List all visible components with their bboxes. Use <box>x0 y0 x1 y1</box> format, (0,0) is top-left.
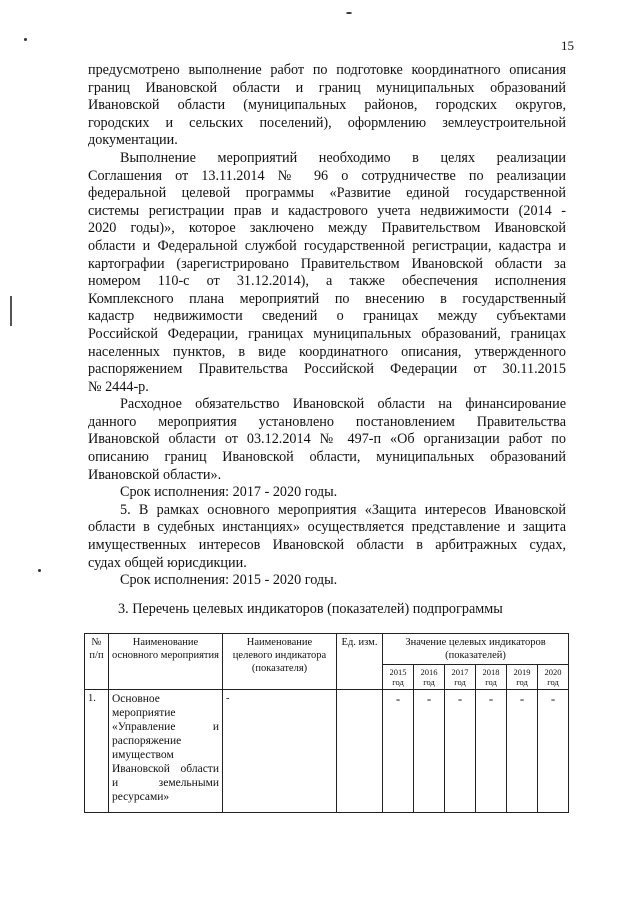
cell-value: - <box>414 690 445 813</box>
cell-indicator: - <box>223 690 337 813</box>
header-year: 2017 год <box>445 665 476 690</box>
text-line: 2020 годы)», которое заключено между Правительством Ивановской <box>88 220 566 237</box>
paragraph-5 <box>88 502 566 572</box>
text-line: данного мероприятия установлено постановлением Правительства <box>88 413 566 430</box>
table-row <box>85 690 569 813</box>
text-line: области в судебных инстанциях» осуществляется представление и защита <box>88 519 566 536</box>
text-line: городских и сельских поселений), оформлению землеустроительной <box>88 114 566 131</box>
cell-unit <box>337 690 383 813</box>
text-line: № 2444-р. <box>88 378 149 395</box>
text-line: документации. <box>88 132 178 149</box>
cell-value: - <box>445 690 476 813</box>
paragraph-1 <box>88 62 566 150</box>
text-line: имущественных интересов Ивановской области в арбитражных судах, <box>88 537 566 554</box>
header-measure: Наименование основного мероприятия <box>109 634 223 690</box>
paragraph-4 <box>88 484 566 502</box>
paragraph-2 <box>88 150 566 396</box>
body-text <box>88 62 566 590</box>
text-line: предусмотрено выполнение работ по подготовке координатного описания <box>88 62 566 78</box>
cell-value: - <box>476 690 507 813</box>
page-number: 15 <box>561 38 574 53</box>
text-line: Российской Федерации, границах муниципальных образований, границах <box>88 325 566 342</box>
text-line: Срок исполнения: 2015 - 2020 годы. <box>120 572 338 589</box>
text-line: Ивановской области». <box>88 466 222 483</box>
text-line: населенных пунктов, в виде координатного описания, утвержденного <box>88 343 566 360</box>
text-line: Соглашения от 13.11.2014 № 96 о сотрудничестве по реализации <box>88 167 566 184</box>
text-line: картографии (зарегистрировано Правительством Ивановской области за <box>88 255 566 272</box>
header-year: 2018 год <box>476 665 507 690</box>
header-year: 2020 год <box>538 665 569 690</box>
text-line: Выполнение мероприятий необходимо в целях реализации <box>120 149 566 166</box>
header-year: 2016 год <box>414 665 445 690</box>
cell-num: 1. <box>85 690 109 813</box>
header-unit: Ед. изм. <box>337 634 383 690</box>
text-line: Комплексного плана мероприятий по внесению в государственный <box>88 290 566 307</box>
text-line: номером 110-с от 31.12.2014), а также обеспечения исполнения <box>88 273 566 290</box>
section-title: 3. Перечень целевых индикаторов (показателей) подпрограммы <box>118 601 503 617</box>
table-header-row <box>85 634 569 665</box>
scan-margin-mark <box>10 296 12 326</box>
text-line: судах общей юрисдикции. <box>88 554 247 571</box>
text-line: Срок исполнения: 2017 - 2020 годы. <box>120 484 338 501</box>
text-line: области и Федеральной службой государственной регистрации, кадастра и <box>88 237 566 254</box>
header-num: № п/п <box>85 634 109 690</box>
text-line: кадастр недвижимости сведений о границах между субъектами <box>88 308 566 325</box>
cell-value: - <box>538 690 569 813</box>
cell-measure: Основное мероприятие «Управление и распоряжение имуществом Ивановской области и земельными ресурсами» <box>109 690 223 813</box>
text-line: системы регистрации прав и кадастрового учета недвижимости (2014 - <box>88 202 566 219</box>
text-line: распоряжением Правительства Российской Федерации от 30.11.2015 <box>88 361 566 378</box>
indicators-table <box>84 633 569 813</box>
paragraph-3 <box>88 396 566 484</box>
text-line: границ Ивановской области и границ муниципальных образований <box>88 79 566 96</box>
text-line: описанию границ Ивановской области, муниципальных образований <box>88 449 566 466</box>
header-year: 2015 год <box>383 665 414 690</box>
text-line: Расходное обязательство Ивановской области на финансирование <box>120 396 566 413</box>
text-line: Ивановской области от 03.12.2014 № 497-п «Об организации работ по <box>88 431 566 448</box>
cell-value: - <box>383 690 414 813</box>
paragraph-6 <box>88 572 566 590</box>
text-line: Ивановской области (муниципальных районов, городских округов, <box>88 97 566 114</box>
header-year: 2019 год <box>507 665 538 690</box>
header-indicator: Наименование целевого индикатора (показателя) <box>223 634 337 690</box>
cell-value: - <box>507 690 538 813</box>
header-values-group: Значение целевых индикаторов (показателей) <box>383 634 569 665</box>
text-line: 5. В рамках основного мероприятия «Защита интересов Ивановской <box>120 501 566 518</box>
text-line: федеральной целевой программы «Развитие единой государственной <box>88 185 566 202</box>
